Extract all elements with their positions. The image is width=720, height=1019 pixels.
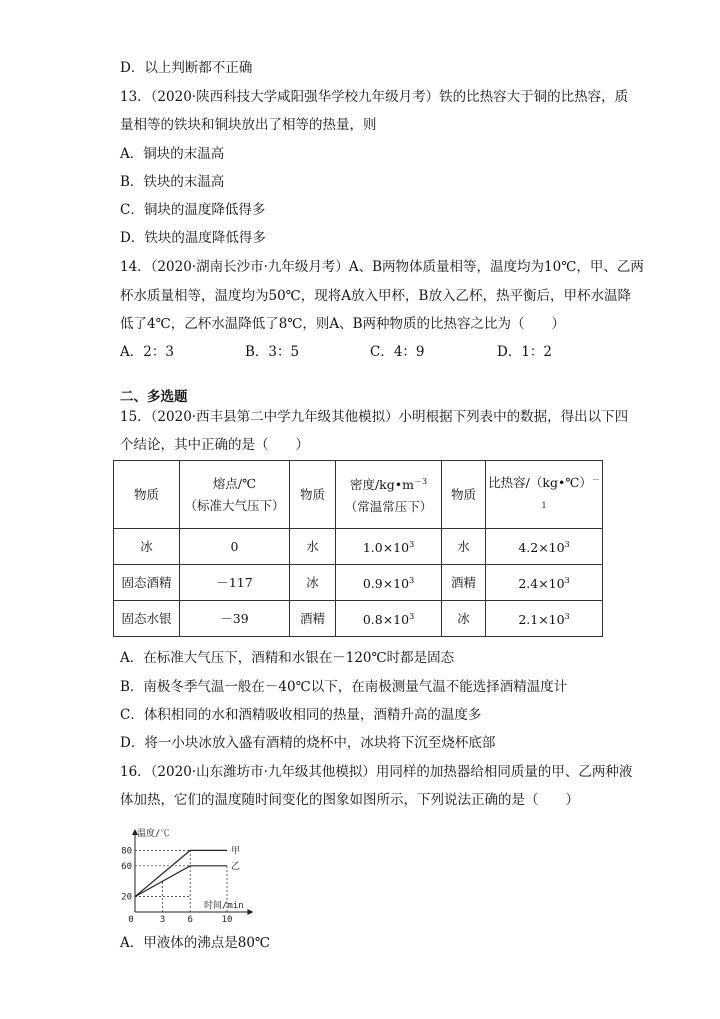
q13-option-c: C．铜块的温度降低得多: [120, 202, 266, 218]
header-density-unit: 密度/kg•m: [349, 477, 414, 493]
table-cell: 冰: [442, 601, 486, 637]
q14-stem-line1: 14．（2020·湖南长沙市·九年级月考）A、B两物体质量相等，温度均为10℃，甲、乙两: [120, 259, 644, 275]
table-cell: [336, 601, 442, 637]
y-tick-label: 20: [121, 892, 132, 903]
specific-heat-exponent: 3: [564, 539, 570, 549]
series-line-1: [135, 850, 227, 896]
q15-option-a: A．在标准大气压下，酒精和水银在－120℃时都是固态: [120, 650, 455, 666]
specific-heat-exponent: 3: [564, 611, 570, 621]
density-value: 1.0×10: [362, 540, 410, 556]
q16-stem-line1: 16．（2020·山东潍坊市·九年级其他模拟）用同样的加热器给相同质量的甲、乙两种液: [120, 764, 633, 780]
q15-stem-line2: 个结论，其中正确的是（ ）: [120, 437, 309, 453]
header-specific-heat-exponent: －1: [541, 475, 600, 510]
series-label-1: 甲: [231, 846, 241, 857]
header-melting-point-condition: （标准大气压下）: [184, 497, 285, 513]
header-substance-3: 物质: [442, 461, 486, 529]
table-cell: 固态酒精: [114, 565, 180, 601]
table-cell: [336, 565, 442, 601]
header-specific-heat: [486, 461, 603, 529]
table-cell: 冰: [114, 529, 180, 565]
q14-stem-line2: 杯水质量相等，温度均为50℃，现将A放入甲杯，B放入乙杯，热平衡后，甲杯水温降: [120, 288, 631, 304]
header-substance-1: 物质: [114, 461, 180, 529]
series-line-2: [135, 866, 227, 897]
specific-heat-value: 2.1×10: [518, 612, 565, 628]
header-melting-point: [180, 461, 290, 529]
header-substance-2: 物质: [290, 461, 336, 529]
y-tick-label: 80: [121, 846, 132, 857]
table-cell: 酒精: [442, 565, 486, 601]
table-cell: 固态水银: [114, 601, 180, 637]
table-cell: 冰: [290, 565, 336, 601]
q14-option-a: A．2：3: [120, 344, 174, 360]
density-exponent: 3: [409, 575, 415, 585]
q15-stem-line1: 15．（2020·西丰县第二中学九年级其他模拟）小明根据下列表中的数据，得出以下四: [120, 409, 629, 425]
table-cell: 水: [442, 529, 486, 565]
table-cell: －39: [180, 601, 290, 637]
density-exponent: 3: [409, 539, 415, 549]
q15-option-b: B．南极冬季气温一般在－40℃以下，在南极测量气温不能选择酒精温度计: [120, 679, 568, 695]
specific-heat-exponent: 3: [564, 575, 570, 585]
table-cell: －117: [180, 565, 290, 601]
table-cell: 水: [290, 529, 336, 565]
specific-heat-value: 4.2×10: [518, 540, 565, 556]
header-melting-point-label: 熔点/℃: [212, 475, 257, 491]
q13-stem-line1: 13．（2020·陕西科技大学咸阳强华学校九年级月考）铁的比热容大于铜的比热容，质: [120, 89, 629, 105]
specific-heat-value: 2.4×10: [518, 576, 565, 592]
q15-option-d: D．将一小块冰放入盛有酒精的烧杯中，冰块将下沉至烧杯底部: [120, 735, 496, 751]
q14-option-c: C．4：9: [370, 344, 425, 360]
table-row: [114, 529, 603, 565]
x-tick-label: 0: [128, 915, 134, 922]
table-row: [114, 601, 603, 637]
table-cell: [486, 565, 603, 601]
density-exponent: 3: [409, 611, 415, 621]
table-cell: [486, 601, 603, 637]
temperature-time-graph: [118, 822, 278, 926]
q14-option-d: D．1：2: [497, 344, 553, 360]
series-label-2: 乙: [231, 861, 241, 872]
q12-option-d: D．以上判断都不正确: [120, 60, 253, 76]
q13-stem-line2: 量相等的铁块和铜块放出了相等的热量，则: [120, 117, 377, 133]
q14-option-b: B．3：5: [245, 344, 300, 360]
chart-svg: [118, 822, 278, 922]
table-cell: 酒精: [290, 601, 336, 637]
q15-data-table: [113, 460, 603, 637]
x-tick-label: 10: [221, 915, 233, 922]
x-axis-arrow: [247, 909, 253, 915]
density-value: 0.9×10: [362, 576, 410, 592]
header-density-label: [336, 471, 441, 496]
table-row: [114, 565, 603, 601]
q13-option-b: B．铁块的末温高: [120, 174, 225, 190]
header-density-condition: （常温常压下）: [344, 499, 433, 515]
table-cell: [336, 529, 442, 565]
q13-option-a: A．铜块的末温高: [120, 146, 225, 162]
x-tick-label: 3: [159, 915, 166, 922]
q16-stem-line2: 体加热，它们的温度随时间变化的图象如图所示，下列说法正确的是（ ）: [120, 792, 579, 808]
header-specific-heat-unit: 比热容/（kg•℃）: [488, 475, 592, 491]
q14-stem-line3: 低了4℃，乙杯水温降低了8℃，则A、B两种物质的比热容之比为（ ）: [120, 316, 566, 332]
table-cell: 0: [180, 529, 290, 565]
header-density-exponent: －3: [413, 476, 428, 486]
y-axis-label: 温度/℃: [137, 829, 170, 839]
q13-option-d: D．铁块的温度降低得多: [120, 230, 266, 246]
q16-option-a: A．甲液体的沸点是80℃: [120, 935, 271, 951]
table-header-row: [114, 461, 603, 529]
x-tick-label: 6: [187, 915, 193, 922]
density-value: 0.8×10: [362, 612, 410, 628]
x-axis-label: 时间/min: [204, 901, 244, 911]
header-density: [336, 461, 442, 529]
section-multi-choice-heading: 二、多选题: [120, 389, 188, 405]
q15-option-c: C．体积相同的水和酒精吸收相同的热量，酒精升高的温度多: [120, 707, 482, 723]
y-tick-label: 60: [121, 861, 132, 872]
table-cell: [486, 529, 603, 565]
